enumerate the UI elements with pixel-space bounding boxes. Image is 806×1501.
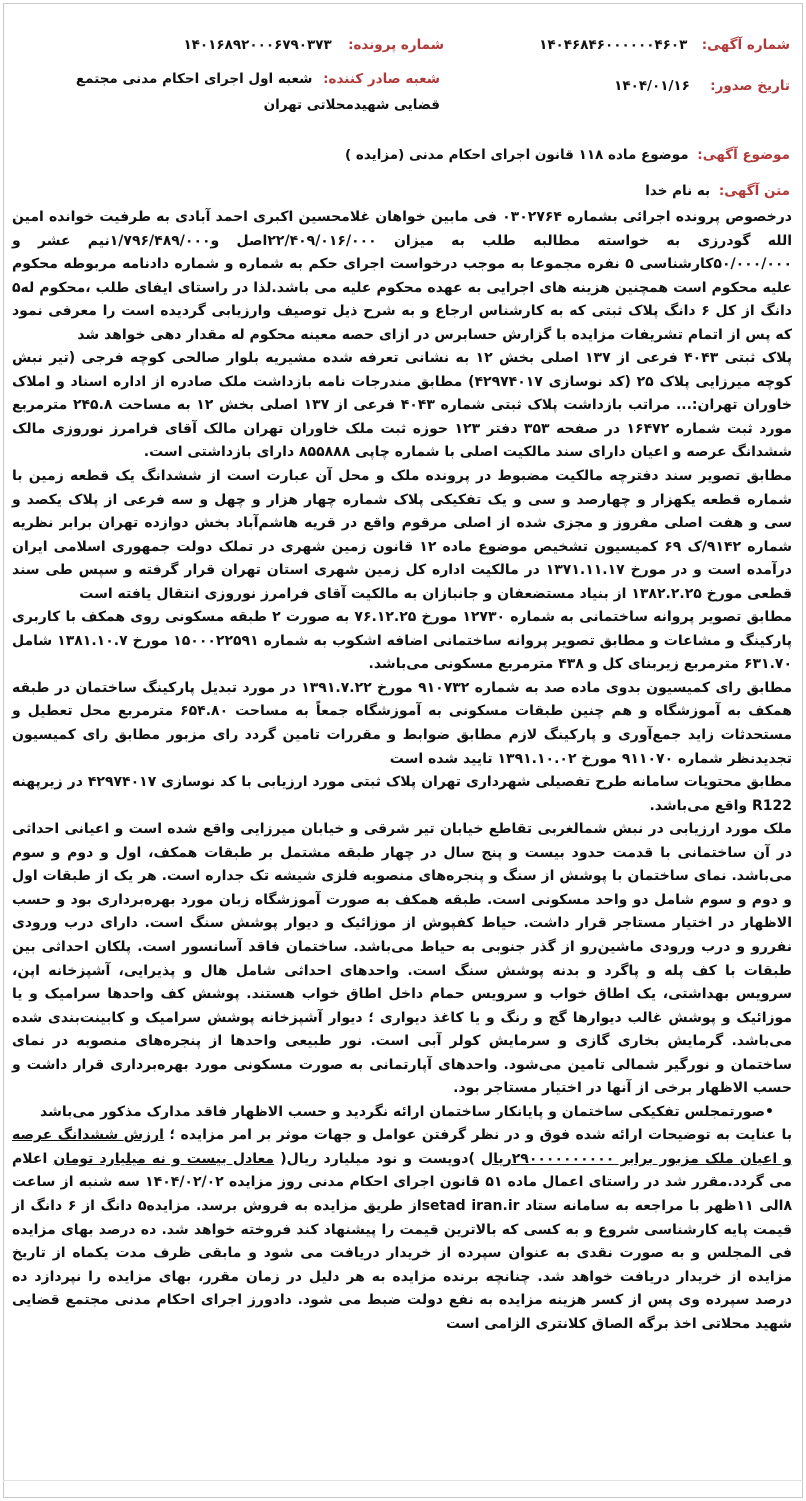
paragraph-permit: مطابق تصویر پروانه ساختمانی به شماره ۱۲۷۳۰ مورخ ۷۶.۱۲.۲۵ به صورت ۲ طبقه مسکونی روی همکف با کاربری پارکینگ و مشاعات و مطابق تصویر پروانه ساختمانی اضافه اشکوب به شماره ۱۵۰۰۰۲۲۵۹۱ مورخ ۱۳۸۱.۱۰.۷ شامل ۶۳۱.۷۰ مترمربع زیربنای کل و ۴۳۸ مترمربع مسکونی می‌باشد.	[12, 609, 792, 673]
final-toman-underlined: معادل بیست و نه میلیارد تومان	[53, 1150, 275, 1167]
case-number-label: شماره پرونده:	[348, 37, 444, 53]
final-text-3: اعلام می گردد.مقرر شد در راستای اعمال ماده ۵۱ قانون اجرای احکام مدنی روز مزایده ۱۴۰۴/۰۲/۰۲ سه شنبه از ساعت ۸الی ۱۱ظهر با مراجعه به سامانه ستاد	[12, 1150, 793, 1214]
text-row	[16, 180, 790, 204]
final-text-2: )دویست و نود میلیارد ریال(	[274, 1150, 482, 1167]
text-label: متن آگهی:	[718, 183, 790, 199]
paragraph-plaque: پلاک ثبتی ۴۰۴۳ فرعی از ۱۳۷ اصلی بخش ۱۲ به نشانی تعرفه شده مشیریه بلوار صالحی کوچه فرجی (تیر نبش کوچه میرزایی پلاک ۲۵ (کد نوسازی ۴۲۹۷۴۰۱۷) مطابق مندرجات نامه بازداشت ملک صادره از اداره اسناد و املاک خاوران تهران:... مراتب بازداشت پلاک ثبتی شماره ۴۰۴۳ فرعی از ۱۳۷ اصلی بخش ۱۲ به مساحت ۲۴۵.۸ مترمربع مورد ثبت شماره ۱۶۴۷۲ در صفحه ۳۵۳ دفتر ۱۲۳ حوزه ثبت ملک خاوران تهران مالک آقای فرامرز نوروزی مالک ششدانگ عرصه و اعیان دارای سند مالکیت اصلی با شماره چاپی ۸۵۵۸۸۸ دارای بازداشتی است.	[12, 350, 793, 461]
paragraph-bullet: •صورتمجلس تفکیکی ساختمان و پایانکار ساختمان ارائه نگردید و حسب الاظهار فاقد مدارک مذکور می‌باشد	[40, 1103, 774, 1120]
issue-date-label: تاریخ صدور:	[710, 78, 790, 94]
final-value-underlined: ارزش ششدانگ عرصه و اعیان ملک مزبور برابر ۲۹۰۰۰۰۰۰۰۰۰۰ریال	[12, 1127, 792, 1167]
subject-label: موضوع آگهی:	[697, 147, 790, 163]
text-value: به نام خدا	[645, 183, 711, 199]
issuer-label: شعبه صادر کننده:	[323, 71, 440, 87]
issuer-block	[30, 66, 440, 118]
notice-number-row	[539, 34, 790, 58]
case-number: ۱۴۰۱۶۸۹۲۰۰۰۶۷۹۰۳۷۳	[183, 37, 332, 53]
final-text-1: با عنایت به توضیحات ارائه شده فوق و در نظر گرفتن عوامل و جهات موثر بر امر مزایده ؛	[163, 1127, 792, 1144]
final-text-4: از طریق مزایده به فروش برسد. مزایده۵ دانگ از ۶ دانگ از قیمت پایه کارشناسی شروع و به کسی که بالاترین قیمت را پیشنهاد کند فروخته خواهد شد. ده درصد بهای مزایده فی المجلس و به صورت نقدی به عنوان سپرده از خریدار دریافت می شود و مابقی ظرف مدت یکماه از تاریخ مزایده از خریدار دریافت خواهد شد. چنانچه برنده مزایده به هر دلیل در زمان مقرر، بهای مزایده را نپردازد ده درصد سپرده وی پس از کسر هزینه مزایده به نفع دولت ضبط می شود. دادورز اجرای احکام مدنی مجتمع قضایی شهید محلاتی اخذ برگه الصاق کلانتری الزامی است	[12, 1197, 792, 1332]
paragraph-case: درخصوص پرونده اجرائی بشماره ۰۳۰۲۷۶۴ فی مابین خواهان غلامحسین اکبری احمد آبادی به طرفیت خوانده امین الله گودرزی به خواسته مطالبه طلب به میزان ۲۲/۴۰۹/۰۱۶/۰۰۰اصل و۱/۷۹۶/۴۸۹/۰۰۰نیم عشر و ۵۰/۰۰۰/۰۰۰کارشناسی ۵ نفره مجموعا به موجب درخواست اجرای حکم به شماره و شماره دادنامه مربوطه محکوم علیه محکوم است همچنین هزینه های اجرایی به عهده محکوم علیه می باشد.لذا در راستای ایفای طلب ،محکوم له۵ دانگ از کل ۶ دانگ پلاک ثبتی که به کارشناس ارجاع و به شرح ذیل توصیف وارزیابی گردیده است را معرفی نمود که پس از اتمام تشریفات مزایده با گزارش حسابرس در ازای حصه معینه محکوم له مقدار دهی خواهد شد	[12, 209, 793, 343]
paragraph-zoning: مطابق محتویات سامانه طرح تفصیلی شهرداری تهران پلاک ثبتی مورد ارزیابی با کد نوسازی ۴۲۹۷۴۰۱۷ در زیرپهنه R122 واقع می‌باشد.	[12, 774, 792, 814]
issuer-name: شعبه اول اجرای احکام مدنی مجتمع قضایی شهیدمحلاتی تهران	[75, 71, 440, 113]
notice-number: ۱۴۰۴۶۸۴۶۰۰۰۰۰۰۴۶۰۳	[539, 37, 688, 53]
paragraph-final	[12, 1124, 792, 1336]
paragraph-description: ملک مورد ارزیابی در نبش شمالغربی تقاطع خیابان تیر شرقی و خیابان میرزایی واقع شده است و اعیانی احداثی در آن ساختمانی با قدمت حدود بیست و پنج سال در چهار طبقه مشتمل بر طبقات همکف، اول و دوم و سوم می‌باشد. نمای ساختمان با پوشش از سنگ و پنجره‌های منصوبه فلزی شیشه تک جداره است. هر یک از طبقات اول و دوم و سوم شامل دو واحد مسکونی است. طبقه همکف به صورت آموزشگاه زبان مورد بهره‌برداری بود و حسب الاظهار در اختیار مستاجر قرار داشت. حیاط کفپوش از موزائیک و دیوار پوشش سنگ است. دارای درب ورودی نفررو و درب ورودی ماشین‌رو از گذر جنوبی به حیاط می‌باشد. ساختمان فاقد آسانسور است. پلکان احداثی بین طبقات با کف پله و پاگرد و بدنه پوشش سنگ است. واحدهای احداثی شامل هال و پذیرایی، آشپزخانه اپن، سرویس بهداشتی، یک اطاق خواب و سرویس حمام داخل اطاق خواب هستند. پوشش کف واحدها سرامیک و یا موزائیک و پوشش غالب دیوارها گچ و رنگ و یا کاغذ دیواری ؛ دیوار آشپزخانه پوشش سرامیک و کابینت‌بندی شده می‌باشد. گرمایش بخاری گازی و سرمایش کولر آبی است. نور طبیعی واحدها از پنجره‌های منصوبه در نمای ساختمان و نورگیر شمالی تامین می‌شود. واحدهای آپارتمانی به صورت مسکونی مورد بهره‌برداری قرار داشت و حسب الاظهار برخی از آنها در اختیار مستاجر بود.	[12, 821, 792, 1097]
subject-row	[16, 144, 790, 168]
notice-number-label: شماره آگهی:	[701, 37, 790, 53]
paragraph-deed: مطابق تصویر سند دفترچه مالکیت مضبوط در پرونده ملک و محل آن عبارت است از ششدانگ یک قطعه زمین با شماره قطعه یکهزار و چهارصد و سی و یک تفکیکی پلاک شماره چهار هزار و چهل و سه فرعی از پلاک یکصد و سی و هفت اصلی مفروز و مجزی شده از اصلی مرقوم واقع در قریه هاشم‌آباد بخش دوازده تهران برابر نظریه شماره ۹۱۴۲/ک ۶۹ کمیسیون تشخیص موضوع ماده ۱۲ قانون زمین شهری در تملک دولت جمهوری اسلامی ایران درآمده است و در مورخ ۱۳۷۱.۱۱.۱۷ در مالکیت اداره کل زمین شهری استان تهران قرار گرفته و سپس طی سند قطعی مورخ ۱۳۸۲.۲.۲۵ از بنیاد مستضعفان و جانبازان به مالکیت آقای فرامرز نوروزی انتقال یافته است	[12, 468, 792, 602]
bottom-divider	[3, 1480, 803, 1481]
case-number-row	[183, 34, 444, 58]
paragraph-commission: مطابق رای کمیسیون بدوی ماده صد به شماره ۹۱۰۷۳۲ مورخ ۱۳۹۱.۷.۲۲ در مورد تبدیل پارکینگ ساختمان در طبقه همکف به آموزشگاه و هم چنین طبقات مسکونی به آموزشگاه جمعاً به مساحت ۶۵۴.۸۰ مترمربع محل تعطیل و مستحدثات زاید جمع‌آوری و پارکینگ لازم مطابق ضوابط و مقررات تامین گردد رای مزبور مطابق رای کمیسیون تجدیدنظر شماره ۹۱۱۰۷۰ مورخ ۱۳۹۱.۱۰.۰۲ تایید شده است	[12, 679, 792, 767]
subject-value: موضوع ماده ۱۱۸ قانون اجرای احکام مدنی (مزایده )	[345, 147, 689, 163]
issue-date-row	[614, 75, 790, 99]
notice-header	[0, 0, 806, 135]
setad-site-link[interactable]: setad iran.ir	[421, 1197, 520, 1214]
notice-body	[12, 206, 792, 1336]
issue-date: ۱۴۰۴/۰۱/۱۶	[614, 78, 690, 94]
